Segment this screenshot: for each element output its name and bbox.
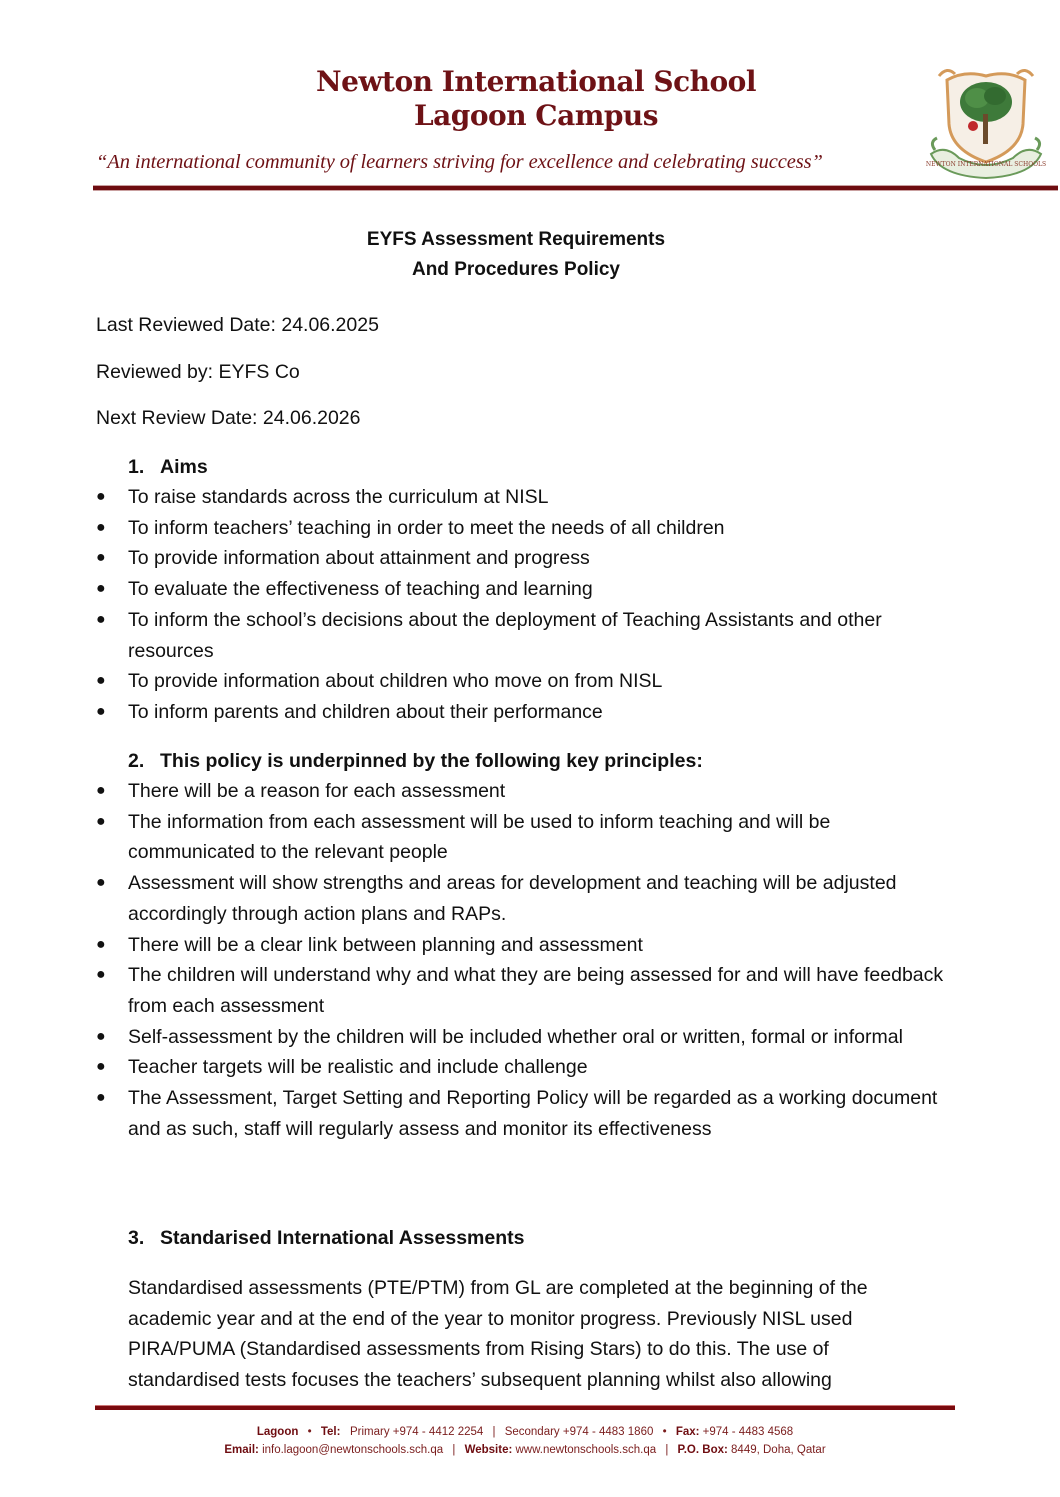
next-review-date: Next Review Date: 24.06.2026: [96, 407, 361, 429]
list-item: ● Self-assessment by the children will be included whether oral or written, formal or informal: [96, 1022, 948, 1053]
list-item: ● Assessment will show strengths and areas for development and teaching will be adjusted accordingly through action plans and RAPs.: [96, 868, 948, 929]
reviewed-by: Reviewed by: EYFS Co: [96, 361, 300, 383]
separator-dot: •: [307, 1426, 312, 1438]
list-item: ● The children will understand why and what they are being assessed for and will have feedback from each assessment: [96, 960, 948, 1021]
list-item: ● To inform parents and children about their performance: [96, 697, 948, 728]
school-name: Newton International School: [316, 65, 756, 98]
bullet-icon: ●: [96, 549, 106, 567]
footer-pobox-value: 8449, Doha, Qatar: [731, 1444, 826, 1456]
bullet-icon: ●: [96, 1027, 106, 1045]
footer-website-label: Website:: [464, 1444, 513, 1456]
crest-text: NEWTON INTERNATIONAL SCHOOLS: [925, 161, 1047, 168]
footer-tel-primary: Primary +974 - 4412 2254: [350, 1426, 484, 1438]
section-number: 1.: [128, 456, 145, 478]
bullet-icon: ●: [96, 580, 106, 598]
bullet-list: [96, 482, 948, 728]
section-heading: [128, 452, 948, 482]
bullet-icon: ●: [96, 488, 106, 505]
school-crest-tree-icon: [925, 62, 1047, 180]
bullet-icon: ●: [96, 702, 106, 720]
list-item: ● The Assessment, Target Setting and Reporting Policy will be regarded as a working document and as such, staff will regularly assess and monitor its effectiveness: [96, 1083, 948, 1144]
separator-pipe: |: [452, 1444, 456, 1456]
section-paragraph: Standardised assessments (PTE/PTM) from GL are completed at the beginning of the academic year and at the end of the year to monitor progress. Previously NISL used PIRA/PUMA (Standardised assessments from Rising Stars) to do this. The use of standardised tests focuses the teachers’ subsequent planning whilst also allowing: [128, 1277, 868, 1392]
list-item: ● To raise standards across the curriculum at NISL: [96, 482, 948, 513]
bullet-icon: ●: [96, 966, 106, 984]
footer-website-link[interactable]: www.newtonschools.sch.qa: [515, 1444, 657, 1456]
list-item: ● To evaluate the effectiveness of teaching and learning: [96, 574, 948, 605]
section-heading: [128, 746, 948, 776]
bullet-icon: ●: [96, 812, 106, 830]
footer-pobox-label: P.O. Box:: [677, 1444, 728, 1456]
document-title-line2: And Procedures Policy: [411, 259, 620, 280]
list-item: ● To provide information about attainment and progress: [96, 543, 948, 574]
document-title-line1: EYFS Assessment Requirements: [366, 229, 666, 250]
bullet-icon: ●: [96, 1058, 106, 1076]
list-item: ● To inform teachers’ teaching in order to meet the needs of all children: [96, 513, 948, 544]
footer-tel-label: Tel:: [320, 1426, 341, 1438]
separator-pipe: |: [665, 1444, 669, 1456]
campus-name: Lagoon Campus: [413, 99, 659, 132]
section-aims: [96, 452, 948, 728]
section-heading: [128, 1223, 948, 1253]
last-reviewed-date: Last Reviewed Date: 24.06.2025: [96, 314, 379, 336]
list-item: ● There will be a clear link between planning and assessment: [96, 930, 948, 961]
footer-fax-value: +974 - 4483 4568: [702, 1426, 794, 1438]
bullet-icon: ●: [96, 518, 106, 536]
bullet-icon: ●: [96, 782, 106, 799]
bullet-list: [96, 776, 948, 1144]
bullet-icon: ●: [96, 874, 106, 892]
section-title: This policy is underpinned by the following key principles:: [160, 750, 703, 772]
footer-address-line: [0, 1444, 1050, 1456]
separator-pipe: |: [492, 1426, 496, 1438]
list-item: ● The information from each assessment will be used to inform teaching and will be communicated to the relevant people: [96, 807, 948, 868]
section-title: Aims: [160, 456, 208, 478]
footer-contact-line: [0, 1426, 1050, 1438]
bullet-icon: ●: [96, 610, 106, 628]
list-item: ● There will be a reason for each assessment: [96, 776, 948, 807]
list-item: ● Teacher targets will be realistic and include challenge: [96, 1052, 948, 1083]
school-tagline: “An international community of learners striving for excellence and celebrating success”: [96, 151, 823, 173]
bullet-icon: ●: [96, 672, 106, 690]
section-key-principles: [96, 746, 948, 1144]
footer-campus-label: Lagoon: [256, 1426, 299, 1438]
separator-dot: •: [662, 1426, 667, 1438]
section-number: 3.: [128, 1227, 145, 1249]
list-item: ● To provide information about children who move on from NISL: [96, 666, 948, 697]
footer-tel-secondary: Secondary +974 - 4483 1860: [504, 1426, 654, 1438]
bullet-icon: ●: [96, 1089, 106, 1107]
footer-email-label: Email:: [224, 1444, 259, 1456]
footer-fax-label: Fax:: [675, 1426, 700, 1438]
list-item: ● To inform the school’s decisions about the deployment of Teaching Assistants and other resources: [96, 605, 948, 666]
footer-divider: [95, 1406, 955, 1410]
section-standardised-assessments: [128, 1223, 948, 1253]
footer-email-link[interactable]: info.lagoon@newtonschools.sch.qa: [262, 1444, 444, 1456]
section-title: Standarised International Assessments: [160, 1227, 525, 1249]
bullet-icon: ●: [96, 935, 106, 953]
section-number: 2.: [128, 750, 145, 772]
header-divider: [93, 186, 1058, 190]
